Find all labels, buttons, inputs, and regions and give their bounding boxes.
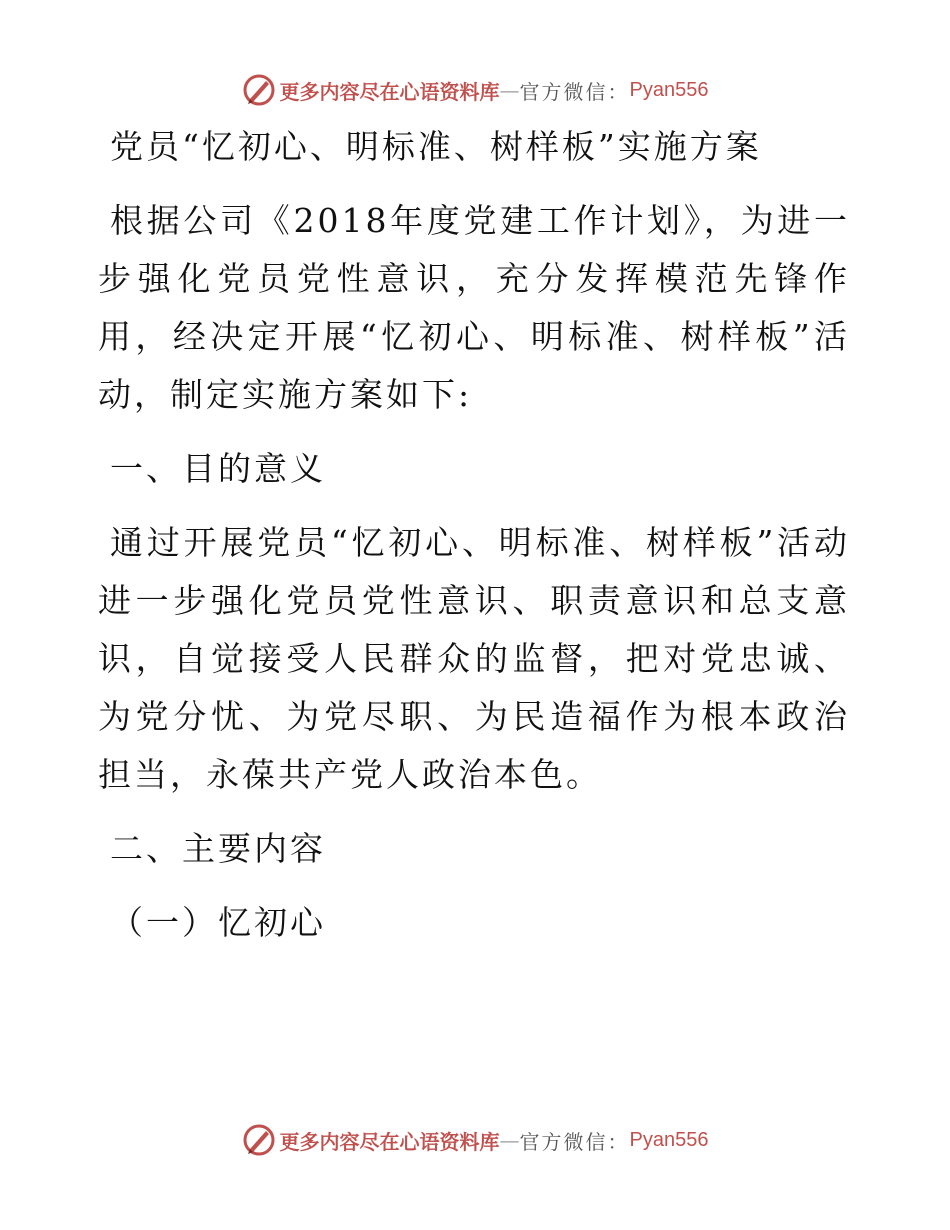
banner-wechat-id: Pyan556 xyxy=(629,78,709,101)
subsection1-heading: （一）忆初心 xyxy=(110,903,326,942)
banner-text: 更多内容尽在心语资料库 xyxy=(279,1129,500,1154)
banner-wechat-id: Pyan556 xyxy=(629,1128,709,1151)
banner-wechat-label: 官方微信： xyxy=(519,79,630,104)
section1-paragraph: 通过开展党员“忆初心、明标准、树样板”活动进一步强化党员党性意识、职责意识和总支意识，自觉接受人民群众的监督，把对党忠诚、为党分忧、为党尽职、为民造福作为根本政治担当，永葆共产党人政治本色。 xyxy=(98,523,850,794)
intro-paragraph: 根据公司《2018年度党建工作计划》，为进一步强化党员党性意识，充分发挥模范先锋作用，经决定开展“忆初心、明标准、树样板”活动，制定实施方案如下: xyxy=(98,201,850,414)
banner-wechat-label: 官方微信： xyxy=(519,1129,630,1154)
banner-dash: — xyxy=(499,1128,520,1152)
footer-banner xyxy=(0,1120,950,1160)
banner-dash: — xyxy=(499,78,520,102)
pen-logo-icon xyxy=(242,1123,276,1157)
banner-text: 更多内容尽在心语资料库 xyxy=(279,79,500,104)
document-title: 党员“忆初心、明标准、树样板”实施方案 xyxy=(110,127,762,166)
document-body xyxy=(98,118,850,952)
header-banner xyxy=(0,70,950,110)
pen-logo-icon xyxy=(242,73,276,107)
section2-heading: 二、主要内容 xyxy=(110,829,326,868)
section1-heading: 一、目的意义 xyxy=(110,449,326,488)
